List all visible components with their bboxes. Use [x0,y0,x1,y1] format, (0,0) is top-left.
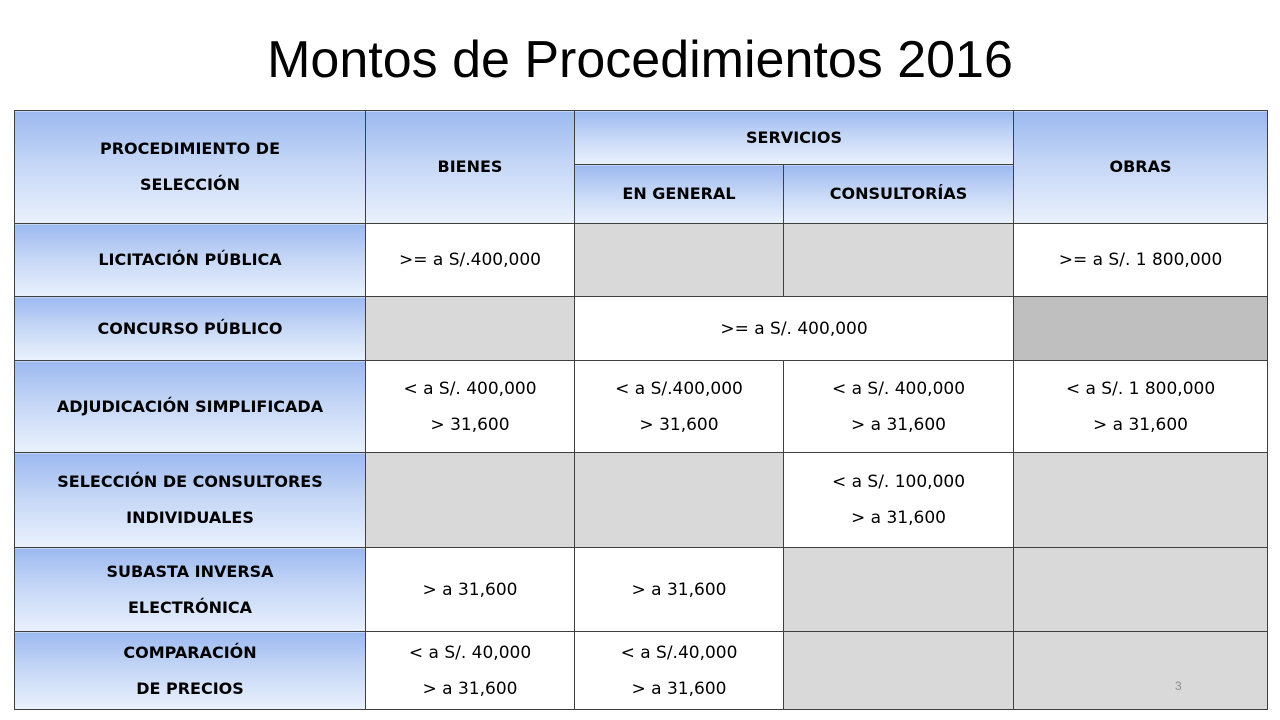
header-procedure: PROCEDIMIENTO DE SELECCIÓN [15,111,366,224]
cell-comparacion-consulting [784,632,1014,710]
cell-concurso-goods [366,297,575,361]
header-works: OBRAS [1014,111,1268,224]
cell-licitacion-general [575,224,784,297]
cell-consultores-consulting: < a S/. 100,000 > a 31,600 [784,453,1014,548]
cell-adjudicacion-goods: < a S/. 400,000 > 31,600 [366,361,575,453]
table-row [15,297,1268,361]
cell-adjudicacion-consulting: < a S/. 400,000 > a 31,600 [784,361,1014,453]
cell-consultores-goods [366,453,575,548]
page-title: Montos de Procedimientos 2016 [267,31,1013,89]
cell-subasta-works [1014,548,1268,632]
row-label-concurso: CONCURSO PÚBLICO [15,297,366,361]
cell-adjudicacion-works: < a S/. 1 800,000 > a 31,600 [1014,361,1268,453]
cell-consultores-general [575,453,784,548]
cell-comparacion-goods: < a S/. 40,000 > a 31,600 [366,632,575,710]
cell-subasta-general: > a 31,600 [575,548,784,632]
table-header-row [15,111,1268,165]
cell-comparacion-works [1014,632,1268,710]
cell-subasta-goods: > a 31,600 [366,548,575,632]
header-services-general: EN GENERAL [575,165,784,224]
cell-licitacion-works: >= a S/. 1 800,000 [1014,224,1268,297]
cell-comparacion-general: < a S/.40,000 > a 31,600 [575,632,784,710]
cell-licitacion-goods: >= a S/.400,000 [366,224,575,297]
cell-concurso-works [1014,297,1268,361]
header-services-consulting: CONSULTORÍAS [784,165,1014,224]
row-label-consultores: SELECCIÓN DE CONSULTORES INDIVIDUALES [15,453,366,548]
cell-adjudicacion-general: < a S/.400,000 > 31,600 [575,361,784,453]
table-row [15,224,1268,297]
row-label-subasta: SUBASTA INVERSA ELECTRÓNICA [15,548,366,632]
table-row [15,361,1268,453]
page-number: 3 [1175,679,1182,693]
cell-licitacion-consulting [784,224,1014,297]
header-services: SERVICIOS [575,111,1014,165]
header-goods: BIENES [366,111,575,224]
row-label-licitacion: LICITACIÓN PÚBLICA [15,224,366,297]
cell-consultores-works [1014,453,1268,548]
row-label-adjudicacion: ADJUDICACIÓN SIMPLIFICADA [15,361,366,453]
row-label-comparacion: COMPARACIÓN DE PRECIOS [15,632,366,710]
table-row [15,632,1268,710]
table-row [15,453,1268,548]
procedure-amounts-table [14,110,1268,710]
cell-subasta-consulting [784,548,1014,632]
cell-concurso-services: >= a S/. 400,000 [575,297,1014,361]
table-row [15,548,1268,632]
